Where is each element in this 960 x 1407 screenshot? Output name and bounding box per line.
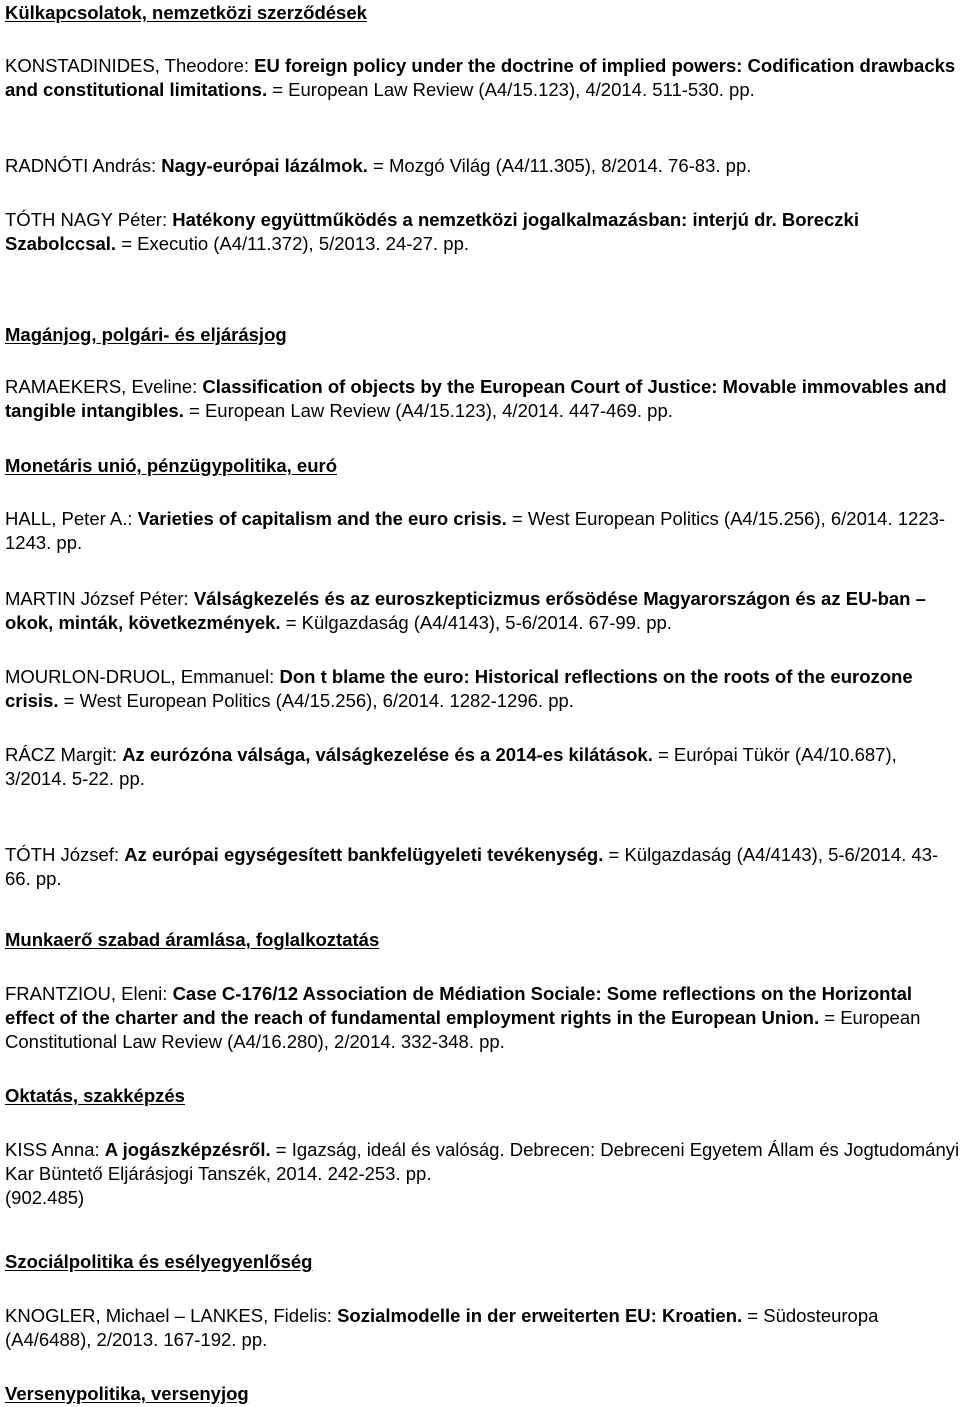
bibliography-entry (5, 743, 960, 791)
entry-source: = European Constitutional Law Review (A4/16.280), 2/2014. 332-348. pp. (5, 1007, 921, 1052)
section-heading: Magánjog, polgári- és eljárásjog (5, 324, 287, 345)
bibliography-entry (5, 507, 960, 555)
entry-title: EU foreign policy under the doctrine of implied powers: Codification drawbacks and constitutional limitations. (5, 55, 956, 100)
entry-source: = Igazság, ideál és valóság. Debrecen: Debreceni Egyetem Állam és Jogtudományi Kar Büntető Eljárásjogi Tanszék, 2014. 242-253. pp. (5, 1139, 960, 1184)
entry-title: Varieties of capitalism and the euro crisis. (137, 508, 507, 529)
bibliography-entry (5, 982, 960, 1054)
section-heading: Versenypolitika, versenyjog (5, 1383, 249, 1404)
entry-author: MOURLON-DRUOL, Emmanuel: (5, 666, 280, 687)
entry-author: RAMAEKERS, Eveline: (5, 376, 203, 397)
entry-source: = European Law Review (A4/15.123), 4/2014. 511-530. pp. (267, 79, 755, 100)
entry-author: HALL, Peter A.: (5, 508, 138, 529)
bibliography-entry (5, 208, 960, 256)
entry-title: Case C-176/12 Association de Médiation Sociale: Some reflections on the Horizontal effect of the charter and the reach of fundamental employment rights in the European Union. (5, 983, 913, 1028)
entry-source: = Mozgó Világ (A4/11.305), 8/2014. 76-83. pp. (367, 155, 752, 176)
bibliography-entry (5, 1138, 960, 1210)
bibliography-entry (5, 843, 960, 891)
entry-title: Don t blame the euro: Historical reflections on the roots of the eurozone crisis. (5, 666, 913, 711)
entry-author: RÁCZ Margit: (5, 744, 123, 765)
section-heading: Szociálpolitika és esélyegyenlőség (5, 1251, 313, 1272)
entry-title: Az eurózóna válsága, válságkezelése és a 2014-es kilátások. (122, 744, 653, 765)
entry-source: = Executio (A4/11.372), 5/2013. 24-27. pp. (116, 233, 469, 254)
entry-author: KISS Anna: (5, 1139, 105, 1160)
entry-author: FRANTZIOU, Eleni: (5, 983, 173, 1004)
entry-author: KNOGLER, Michael – LANKES, Fidelis: (5, 1305, 338, 1326)
entry-source: = West European Politics (A4/15.256), 6/2014. 1282-1296. pp. (58, 690, 574, 711)
entry-title: Sozialmodelle in der erweiterten EU: Kroatien. (337, 1305, 743, 1326)
bibliography-entry (5, 54, 960, 102)
entry-author: MARTIN József Péter: (5, 588, 194, 609)
bibliography-entry (5, 587, 960, 635)
bibliography-entry (5, 665, 960, 713)
entry-title: Classification of objects by the European Court of Justice: Movable immovables and tangible intangibles. (5, 376, 947, 421)
entry-note: (902.485) (5, 1187, 85, 1208)
bibliography-entry (5, 1304, 960, 1352)
section-heading: Monetáris unió, pénzügypolitika, euró (5, 455, 337, 476)
entry-source: = Südosteuropa (A4/6488), 2/2013. 167-192. pp. (5, 1305, 879, 1350)
entry-author: KONSTADINIDES, Theodore: (5, 55, 255, 76)
entry-source: = Külgazdaság (A4/4143), 5-6/2014. 67-99. pp. (280, 612, 672, 633)
bibliography-entry (5, 375, 960, 423)
entry-title: Válságkezelés és az euroszkepticizmus erősödése Magyarországon és az EU-ban – okok, minták, következmények. (5, 588, 926, 633)
entry-author: TÓTH József: (5, 844, 125, 865)
entry-source: = West European Politics (A4/15.256), 6/2014. 1223-1243. pp. (5, 508, 946, 553)
entry-author: TÓTH NAGY Péter: (5, 209, 173, 230)
entry-source: = Külgazdaság (A4/4143), 5-6/2014. 43-66. pp. (5, 844, 939, 889)
section-heading: Munkaerő szabad áramlása, foglalkoztatás (5, 929, 380, 950)
entry-author: RADNÓTI András: (5, 155, 162, 176)
entry-title: Nagy-európai lázálmok. (161, 155, 368, 176)
entry-title: Hatékony együttműködés a nemzetközi jogalkalmazásban: interjú dr. Boreczki Szabolccsal. (5, 209, 859, 254)
entry-title: A jogászképzésről. (104, 1139, 271, 1160)
entry-title: Az európai egységesített bankfelügyeleti tevékenység. (124, 844, 604, 865)
entry-source: = Európai Tükör (A4/10.687), 3/2014. 5-22. pp. (5, 744, 897, 789)
section-heading: Oktatás, szakképzés (5, 1085, 185, 1106)
bibliography-entry (5, 154, 960, 178)
section-heading: Külkapcsolatok, nemzetközi szerződések (5, 2, 367, 23)
entry-source: = European Law Review (A4/15.123), 4/2014. 447-469. pp. (183, 400, 673, 421)
